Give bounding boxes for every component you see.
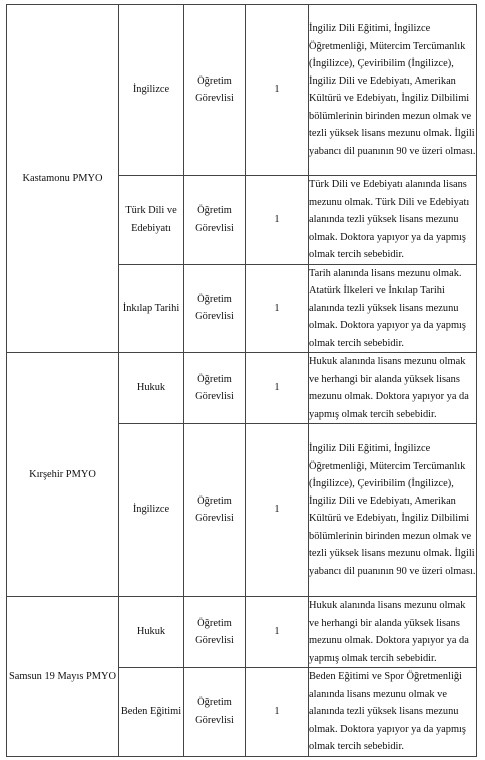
requirement-cell: İngiliz Dili Eğitimi, İngilizce Öğretmenliği, Mütercim Tercümanlık (İngilizce), Çeviribilim (İngilizce), İngiliz Dili ve Edebiyatı, Amerikan Kültürü ve Edebiyatı, İngiliz Dilbilimi bölümlerinin birinden mezun olmak ve tezli yüksek lisans mezunu olmak. İlgili yabancı dil puanının 90 ve üzeri olması. xyxy=(309,5,477,176)
title-cell: Öğretim Görevlisi xyxy=(184,264,246,353)
requirement-cell: Hukuk alanında lisans mezunu olmak ve herhangi bir alanda yüksek lisans mezunu olmak. Doktora yapıyor ya da yapmış olmak tercih sebebidir. xyxy=(309,597,477,668)
table-row xyxy=(7,5,477,176)
count-cell: 1 xyxy=(246,176,309,265)
positions-table xyxy=(6,4,477,757)
title-cell: Öğretim Görevlisi xyxy=(184,176,246,265)
count-cell: 1 xyxy=(246,668,309,757)
title-cell: Öğretim Görevlisi xyxy=(184,353,246,424)
department-cell: Türk Dili ve Edebiyatı xyxy=(119,176,184,265)
title-cell: Öğretim Görevlisi xyxy=(184,668,246,757)
title-cell: Öğretim Görevlisi xyxy=(184,424,246,597)
requirement-cell: Hukuk alanında lisans mezunu olmak ve herhangi bir alanda yüksek lisans mezunu olmak. Doktora yapıyor ya da yapmış olmak tercih sebebidir. xyxy=(309,353,477,424)
title-cell: Öğretim Görevlisi xyxy=(184,597,246,668)
department-cell: Hukuk xyxy=(119,353,184,424)
requirement-cell: Tarih alanında lisans mezunu olmak. Atatürk İlkeleri ve İnkılap Tarihi alanında tezli yüksek lisans mezunu olmak. Doktora yapıyor ya da yapmış olmak tercih sebebidir. xyxy=(309,264,477,353)
count-cell: 1 xyxy=(246,424,309,597)
department-cell: Beden Eğitimi xyxy=(119,668,184,757)
table-row xyxy=(7,353,477,424)
requirement-cell: İngiliz Dili Eğitimi, İngilizce Öğretmenliği, Mütercim Tercümanlık (İngilizce), Çeviribilim (İngilizce), İngiliz Dili ve Edebiyatı, Amerikan Kültürü ve Edebiyatı, İngiliz Dilbilimi bölümlerinin birinden mezun olmak ve tezli yüksek lisans mezunu olmak. İlgili yabancı dil puanının 90 ve üzeri olması. xyxy=(309,424,477,597)
count-cell: 1 xyxy=(246,264,309,353)
requirement-cell: Beden Eğitimi ve Spor Öğretmenliği alanında lisans mezunu olmak ve alanında tezli yüksek lisans mezunu olmak. Doktora yapıyor ya da yapmış olmak tercih sebebidir. xyxy=(309,668,477,757)
unit-cell: Kastamonu PMYO xyxy=(7,5,119,353)
unit-cell: Samsun 19 Mayıs PMYO xyxy=(7,597,119,757)
count-cell: 1 xyxy=(246,353,309,424)
title-cell: Öğretim Görevlisi xyxy=(184,5,246,176)
department-cell: İngilizce xyxy=(119,5,184,176)
count-cell: 1 xyxy=(246,597,309,668)
department-cell: Hukuk xyxy=(119,597,184,668)
requirement-cell: Türk Dili ve Edebiyatı alanında lisans mezunu olmak. Türk Dili ve Edebiyatı alanında tezli yüksek lisans mezunu olmak. Doktora yapıyor ya da yapmış olmak tercih sebebidir. xyxy=(309,176,477,265)
unit-cell: Kırşehir PMYO xyxy=(7,353,119,597)
department-cell: İngilizce xyxy=(119,424,184,597)
table-row xyxy=(7,597,477,668)
count-cell: 1 xyxy=(246,5,309,176)
department-cell: İnkılap Tarihi xyxy=(119,264,184,353)
